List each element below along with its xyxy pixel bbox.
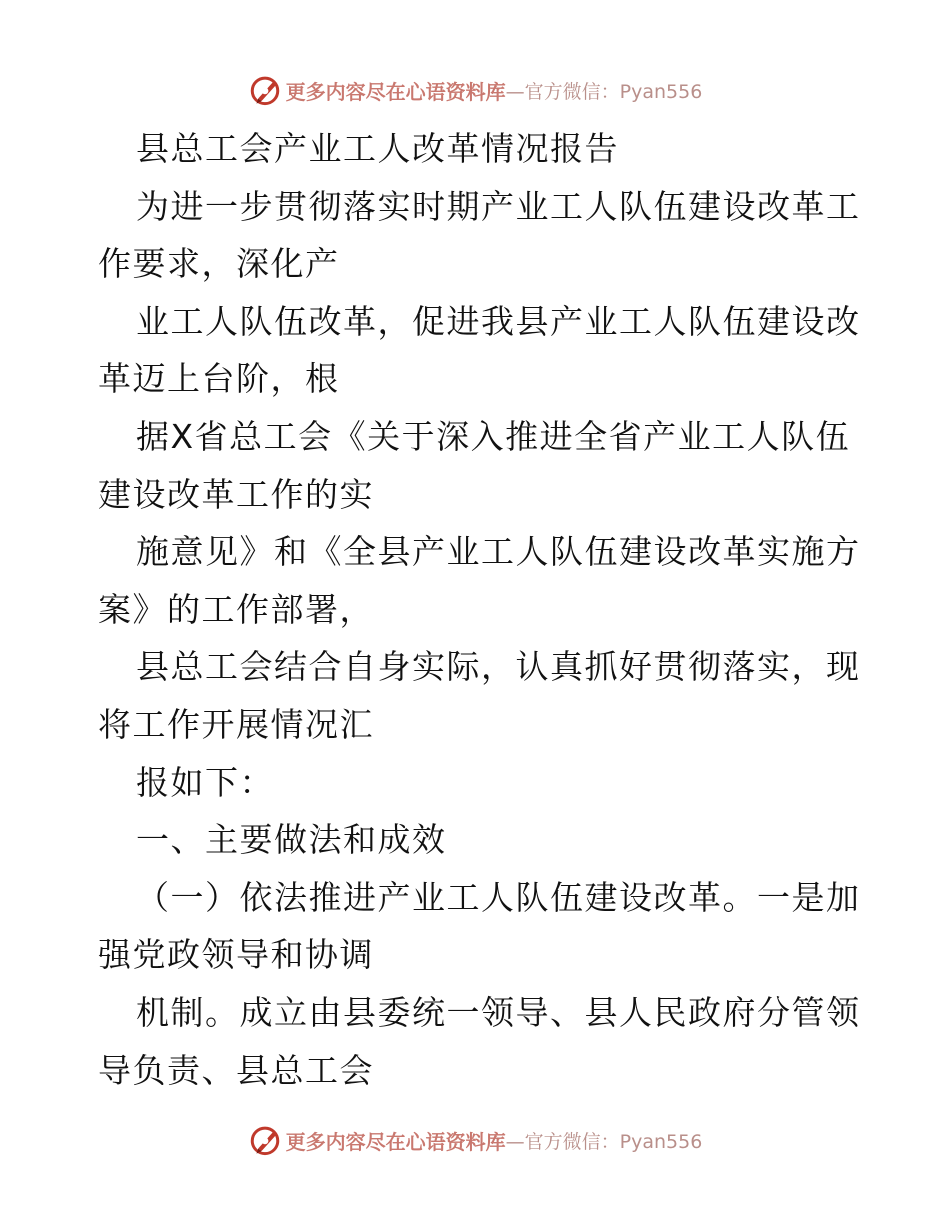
document-title: 县总工会产业工人改革情况报告 [136,129,619,168]
text-line: 作要求，深化产 [98,244,340,284]
text-line: 机制。成立由县委统一领导、县人民政府分管领 [136,992,861,1032]
section-heading: 一、主要做法和成效 [136,820,447,860]
text-line: 报如下： [136,762,274,802]
text-line: （一）依法推进产业工人队伍建设改革。一是加 [136,877,861,917]
watermark-banner-top [0,70,950,110]
pen-logo-icon [248,73,282,107]
watermark-main-text: 更多内容尽在心语资料库 [285,79,506,104]
pen-logo-icon [248,1123,282,1157]
text-line: 革迈上台阶，根 [98,359,340,399]
text-line: 业工人队伍改革，促进我县产业工人队伍建设改 [136,301,861,341]
watermark-sub-text: —官方微信：Pyan556 [505,1130,703,1153]
text-line: 县总工会结合自身实际，认真抓好贯彻落实，现 [136,647,861,687]
document-body [98,120,861,1099]
watermark-main-text: 更多内容尽在心语资料库 [285,1129,506,1154]
text-line: 导负责、县总工会 [98,1050,374,1090]
text-line: 将工作开展情况汇 [98,704,374,744]
text-line: 案》的工作部署， [98,589,374,629]
watermark-banner-bottom [0,1120,950,1160]
text-line: 据X省总工会《关于深入推进全省产业工人队伍 [136,416,851,456]
text-line: 强党政领导和协调 [98,935,374,975]
text-line: 建设改革工作的实 [98,474,374,514]
watermark-sub-text: —官方微信：Pyan556 [505,80,703,103]
text-line: 为进一步贯彻落实时期产业工人队伍建设改革工 [136,186,861,226]
text-line: 施意见》和《全县产业工人队伍建设改革实施方 [136,532,861,572]
